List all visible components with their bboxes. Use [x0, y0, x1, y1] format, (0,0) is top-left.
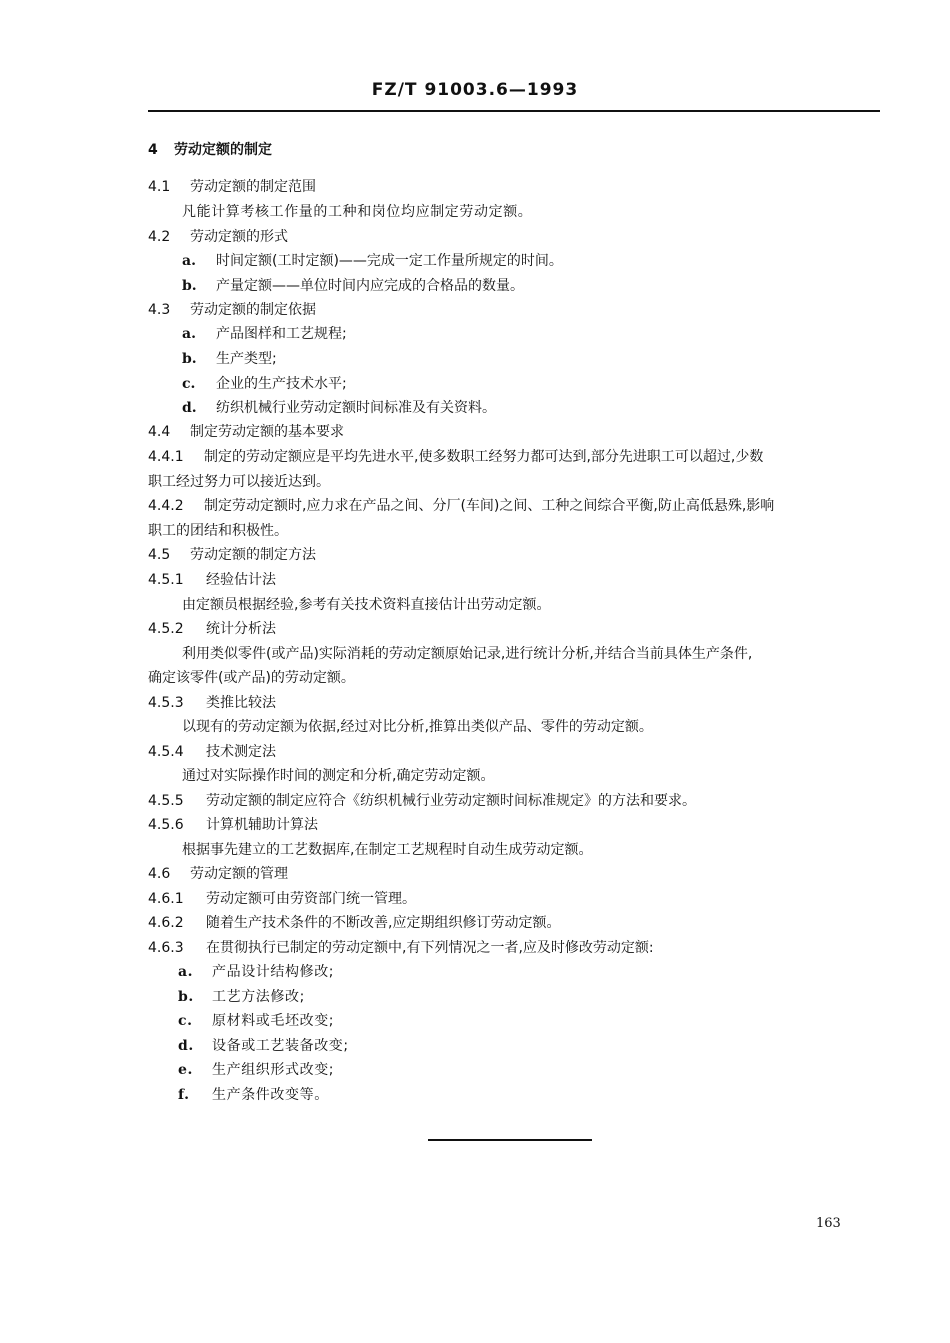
clause-title: 劳动定额的制定方法 — [190, 547, 316, 563]
clause-4-6-heading — [148, 865, 288, 883]
clause-4-5-heading — [148, 546, 316, 564]
clause-number: 4.5.1 — [148, 572, 184, 588]
list-item-text: 原材料或毛坯改变; — [212, 1013, 335, 1029]
list-item — [178, 988, 305, 1006]
clause-title: 经验估计法 — [206, 572, 276, 588]
clause-4-5-6-heading — [148, 816, 318, 834]
list-item-label: a. — [182, 326, 196, 342]
section-title: 劳动定额的制定 — [174, 142, 272, 158]
clause-text: 制定的劳动定额应是平均先进水平,使多数职工经努力都可达到,部分先进职工可以超过,少数 — [204, 449, 764, 465]
clause-4-1-text: 凡能计算考核工作量的工种和岗位均应制定劳动定额。 — [182, 204, 533, 220]
list-item-label: e. — [178, 1062, 193, 1078]
clause-title: 劳动定额的制定依据 — [190, 302, 316, 318]
clause-number: 4.5.2 — [148, 621, 184, 637]
clause-number: 4.5 — [148, 547, 171, 563]
list-item-label: a. — [178, 964, 194, 980]
header-rule — [148, 110, 880, 112]
clause-number: 4.1 — [148, 179, 171, 195]
section-heading — [148, 141, 272, 159]
list-item-label: c. — [178, 1013, 193, 1029]
clause-4-5-2-line-1: 利用类似零件(或产品)实际消耗的劳动定额原始记录,进行统计分析,并结合当前具体生产条件, — [182, 646, 753, 662]
page-number: 163 — [816, 1216, 841, 1231]
clause-number: 4.6 — [148, 866, 171, 882]
clause-title: 计算机辅助计算法 — [206, 817, 318, 833]
list-item-text: 产品设计结构修改; — [212, 964, 335, 980]
clause-4-4-1-line-2: 职工经过努力可以接近达到。 — [148, 474, 330, 490]
list-item — [182, 350, 277, 368]
list-item — [178, 1061, 334, 1079]
clause-4-5-4-heading — [148, 743, 276, 761]
clause-title: 劳动定额的管理 — [190, 866, 288, 882]
clause-number: 4.6.1 — [148, 891, 184, 907]
list-item — [182, 252, 563, 270]
clause-4-5-3-heading — [148, 694, 276, 712]
clause-title: 劳动定额的形式 — [190, 229, 288, 245]
clause-4-6-2 — [148, 914, 560, 932]
clause-number: 4.5.6 — [148, 817, 184, 833]
clause-4-5-2-line-2: 确定该零件(或产品)的劳动定额。 — [148, 670, 355, 686]
list-item-text: 设备或工艺装备改变; — [212, 1038, 349, 1054]
list-item — [178, 1012, 334, 1030]
clause-4-5-3-text: 以现有的劳动定额为依据,经过对比分析,推算出类似产品、零件的劳动定额。 — [182, 719, 653, 735]
clause-number: 4.3 — [148, 302, 171, 318]
clause-4-5-1-text: 由定额员根据经验,参考有关技术资料直接估计出劳动定额。 — [182, 597, 551, 613]
clause-number: 4.6.3 — [148, 940, 184, 956]
end-of-standard-rule — [428, 1139, 592, 1141]
list-item-label: b. — [182, 278, 197, 294]
list-item-label: f. — [178, 1087, 190, 1103]
clause-number: 4.5.3 — [148, 695, 184, 711]
clause-4-6-3 — [148, 939, 654, 957]
clause-number: 4.5.5 — [148, 793, 184, 809]
list-item — [182, 325, 347, 343]
list-item-text: 时间定额(工时定额)——完成一定工作量所规定的时间。 — [216, 253, 563, 269]
clause-title: 技术测定法 — [206, 744, 276, 760]
list-item-text: 生产类型; — [216, 351, 277, 367]
list-item — [182, 399, 496, 417]
clause-number: 4.4 — [148, 424, 171, 440]
clause-4-3-heading — [148, 301, 316, 319]
clause-number: 4.4.1 — [148, 449, 184, 465]
list-item — [178, 1037, 349, 1055]
clause-title: 统计分析法 — [206, 621, 276, 637]
list-item-text: 纺织机械行业劳动定额时间标准及有关资料。 — [216, 400, 496, 416]
clause-text: 在贯彻执行已制定的劳动定额中,有下列情况之一者,应及时修改劳动定额: — [206, 940, 654, 956]
list-item — [178, 963, 334, 981]
standard-code: FZ/T 91003.6—1993 — [371, 80, 579, 100]
list-item-label: c. — [182, 376, 196, 392]
clause-text: 制定劳动定额时,应力求在产品之间、分厂(车间)之间、工种之间综合平衡,防止高低悬殊,影响 — [204, 498, 775, 514]
list-item-label: d. — [182, 400, 197, 416]
clause-number: 4.6.2 — [148, 915, 184, 931]
clause-title: 制定劳动定额的基本要求 — [190, 424, 344, 440]
clause-4-4-2-line-2: 职工的团结和积极性。 — [148, 523, 288, 539]
clause-4-4-1-line-1 — [148, 448, 763, 466]
list-item-label: d. — [178, 1038, 194, 1054]
list-item-label: b. — [178, 989, 194, 1005]
clause-4-4-2-line-1 — [148, 497, 774, 515]
clause-4-4-heading — [148, 423, 344, 441]
list-item — [182, 375, 347, 393]
list-item-text: 企业的生产技术水平; — [216, 376, 347, 392]
clause-4-2-heading — [148, 228, 288, 246]
list-item-text: 生产组织形式改变; — [212, 1062, 335, 1078]
list-item-text: 生产条件改变等。 — [212, 1087, 329, 1103]
clause-4-1-heading — [148, 178, 316, 196]
list-item — [178, 1086, 329, 1104]
clause-4-5-1-heading — [148, 571, 276, 589]
clause-4-5-4-text: 通过对实际操作时间的测定和分析,确定劳动定额。 — [182, 768, 495, 784]
clause-4-5-5 — [148, 792, 696, 810]
list-item-text: 工艺方法修改; — [212, 989, 305, 1005]
clause-4-6-1 — [148, 890, 416, 908]
clause-4-5-6-text: 根据事先建立的工艺数据库,在制定工艺规程时自动生成劳动定额。 — [182, 842, 593, 858]
clause-number: 4.2 — [148, 229, 171, 245]
list-item — [182, 277, 524, 295]
clause-title: 类推比较法 — [206, 695, 276, 711]
list-item-label: a. — [182, 253, 196, 269]
list-item-text: 产品图样和工艺规程; — [216, 326, 347, 342]
clause-number: 4.4.2 — [148, 498, 184, 514]
list-item-text: 产量定额——单位时间内应完成的合格品的数量。 — [216, 278, 524, 294]
clause-title: 劳动定额的制定范围 — [190, 179, 316, 195]
clause-4-5-2-heading — [148, 620, 276, 638]
clause-text: 随着生产技术条件的不断改善,应定期组织修订劳动定额。 — [206, 915, 561, 931]
clause-text: 劳动定额可由劳资部门统一管理。 — [206, 891, 416, 907]
clause-text: 劳动定额的制定应符合《纺织机械行业劳动定额时间标准规定》的方法和要求。 — [206, 793, 696, 809]
clause-number: 4.5.4 — [148, 744, 184, 760]
list-item-label: b. — [182, 351, 197, 367]
section-number: 4 — [148, 142, 158, 158]
